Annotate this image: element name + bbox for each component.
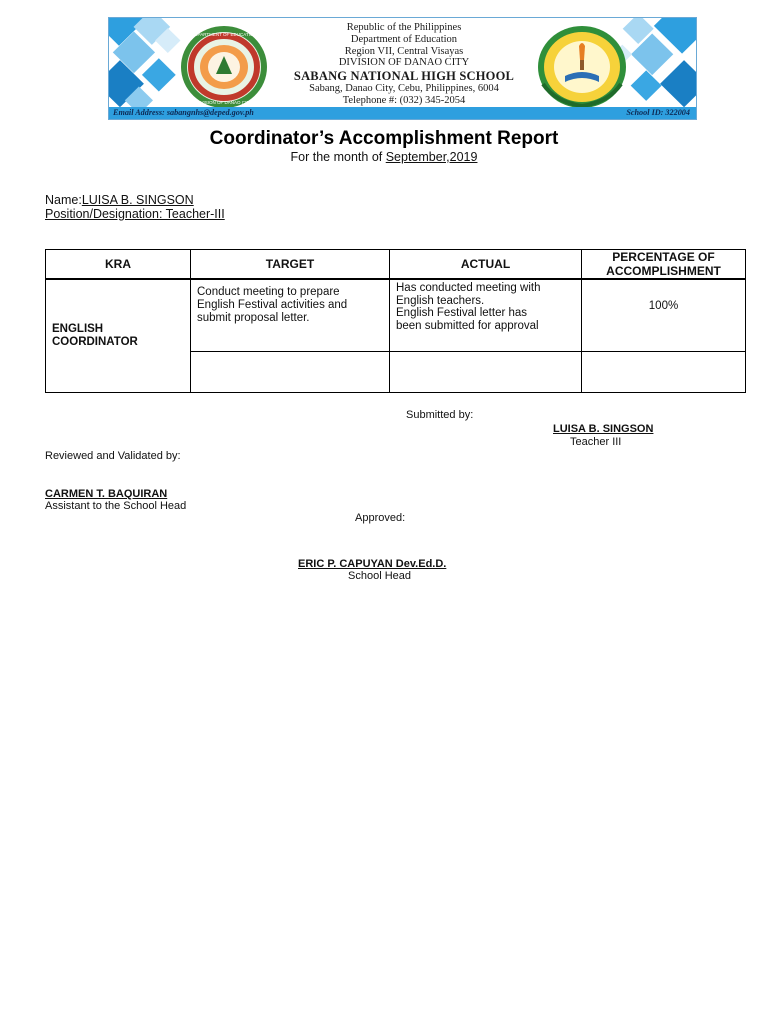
submitted-by-name: LUISA B. SINGSON xyxy=(553,423,654,435)
table-header-row xyxy=(46,250,746,280)
position-designation: Position/Designation: Teacher-III xyxy=(45,207,225,221)
actual-line: been submitted for approval xyxy=(396,319,539,332)
name-value: LUISA B. SINGSON xyxy=(81,193,194,207)
school-telephone: Telephone #: (032) 345-2054 xyxy=(342,94,466,106)
school-email: Email Address: sabangnhs@deped.gov.ph xyxy=(113,108,254,117)
submitted-by-label: Submitted by: xyxy=(406,409,474,421)
school-seal-logo xyxy=(535,24,629,110)
school-id: School ID: 322004 xyxy=(626,108,690,117)
header-target: TARGET xyxy=(191,250,390,280)
division-line: DIVISION OF DANAO CITY xyxy=(338,57,470,69)
letterhead-text xyxy=(259,22,549,107)
target-line: English Festival activities and xyxy=(197,299,348,311)
empty-actual-cell xyxy=(390,352,582,393)
name-line xyxy=(45,193,194,207)
table-row xyxy=(46,279,746,352)
approved-by-title: School Head xyxy=(348,570,411,582)
reviewed-by-name: CARMEN T. BAQUIRAN xyxy=(45,488,168,500)
header-actual: ACTUAL xyxy=(390,250,582,280)
actual-cell xyxy=(390,279,582,352)
submitted-by-title: Teacher III xyxy=(570,436,622,448)
percentage-cell: 100% xyxy=(582,279,746,352)
actual-line: English teachers. xyxy=(396,294,485,307)
svg-text:DEPARTMENT OF EDUCATION: DEPARTMENT OF EDUCATION xyxy=(191,32,257,37)
department-line: Department of Education xyxy=(350,33,458,45)
empty-percentage-cell xyxy=(582,352,746,393)
report-title: Coordinator’s Accomplishment Report xyxy=(209,128,559,149)
target-line: submit proposal letter. xyxy=(197,312,310,324)
header-percentage-line1: PERCENTAGE OF xyxy=(612,250,715,264)
actual-line: English Festival letter has xyxy=(396,307,528,319)
approved-by-label: Approved: xyxy=(355,512,406,524)
school-name: SABANG NATIONAL HIGH SCHOOL xyxy=(293,69,515,84)
actual-line: Has conducted meeting with xyxy=(396,282,541,294)
target-cell xyxy=(191,279,390,352)
deped-division-seal-logo xyxy=(179,24,269,110)
accomplishment-table xyxy=(45,249,746,393)
report-period xyxy=(0,150,768,164)
region-line: Region VII, Central Visayas xyxy=(344,45,464,57)
republic-line: Republic of the Philippines xyxy=(346,22,462,33)
reviewed-by-label: Reviewed and Validated by: xyxy=(45,450,181,462)
header-kra: KRA xyxy=(46,250,191,280)
school-address: Sabang, Danao City, Cebu, Philippines, 6004 xyxy=(309,83,499,95)
approved-by-name: ERIC P. CAPUYAN Dev.Ed.D. xyxy=(298,558,447,570)
reviewed-by-title: Assistant to the School Head xyxy=(45,500,187,512)
period-prefix: For the month of xyxy=(290,150,386,164)
header-percentage xyxy=(582,250,746,280)
letterhead-banner xyxy=(108,17,697,120)
name-label: Name: xyxy=(45,193,82,207)
kra-line1: ENGLISH xyxy=(52,323,104,335)
empty-target-cell xyxy=(191,352,390,393)
kra-cell xyxy=(46,279,191,393)
report-month: September,2019 xyxy=(385,150,478,164)
svg-text:DIVISION OF DANAO CITY: DIVISION OF DANAO CITY xyxy=(195,100,253,105)
kra-line2: COORDINATOR xyxy=(52,336,138,348)
header-percentage-line2: ACCOMPLISHMENT xyxy=(606,264,721,278)
target-line: Conduct meeting to prepare xyxy=(197,286,340,298)
